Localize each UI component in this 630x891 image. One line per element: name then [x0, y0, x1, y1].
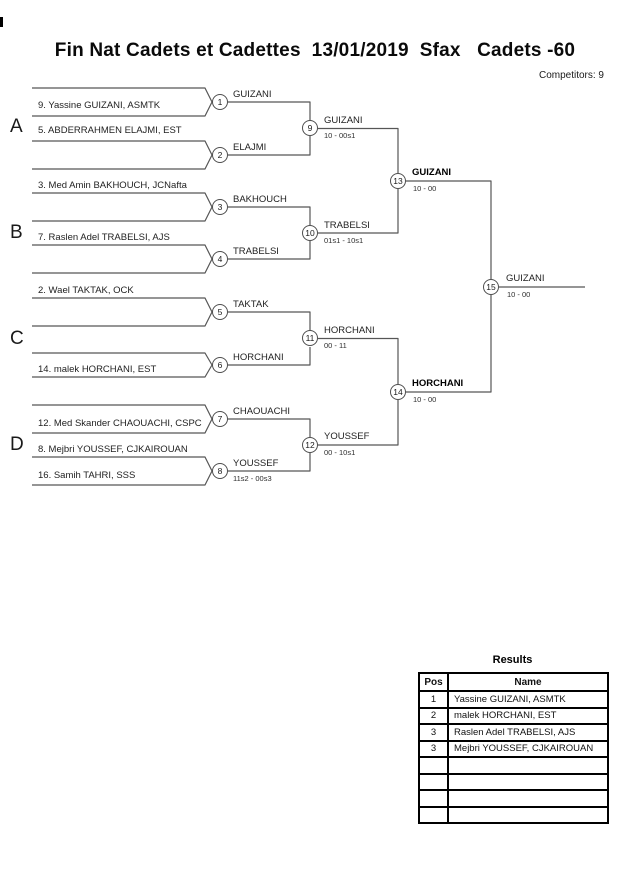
entry-trabelsi: 7. Raslen Adel TRABELSI, AJS	[38, 232, 170, 243]
result-name: Raslen Adel TRABELSI, AJS	[448, 724, 608, 741]
match-3-winner-connector	[228, 207, 310, 225]
final-winner: GUIZANI	[506, 273, 545, 284]
match-2-circle: 2	[212, 147, 228, 163]
match-4-circle: 4	[212, 251, 228, 267]
entry-bakhouch: 3. Med Amin BAKHOUCH, JCNafta	[38, 180, 187, 191]
match-11-winner: HORCHANI	[324, 325, 375, 336]
match-8-winner: YOUSSEF	[233, 458, 279, 469]
match-1-winner: GUIZANI	[233, 89, 272, 100]
results-col-pos: Pos	[419, 673, 448, 691]
result-pos: 3	[419, 741, 448, 758]
entry-taktak: 2. Wael TAKTAK, OCK	[38, 285, 134, 296]
competitors-count: Competitors: 9	[538, 70, 604, 81]
match-10-score: 01s1 - 10s1	[324, 236, 364, 245]
match-1-winner-connector	[228, 102, 310, 121]
match-3-slot-lines	[32, 193, 212, 221]
match-5-winner-connector	[228, 312, 310, 331]
match-14-score: 10 - 00	[413, 395, 437, 404]
match-6-circle: 6	[212, 357, 228, 373]
match-13-winner: GUIZANI	[412, 167, 452, 178]
match-8-score: 11s2 - 00s3	[233, 474, 272, 483]
match-5-slot-lines	[32, 298, 212, 326]
match-9-circle: 9	[302, 120, 318, 136]
result-name: malek HORCHANI, EST	[448, 708, 608, 725]
match-9-winner: GUIZANI	[324, 115, 363, 126]
match-4-slot-lines	[32, 245, 212, 273]
result-name: Mejbri YOUSSEF, CJKAIROUAN	[448, 741, 608, 758]
match-12-circle: 12	[302, 437, 318, 453]
group-label-d: D	[10, 434, 24, 455]
match-7-winner: CHAOUACHI	[233, 406, 291, 417]
match-10-circle: 10	[302, 225, 318, 241]
match-11-circle: 11	[302, 330, 318, 346]
match-11-score: 00 - 11	[324, 341, 347, 350]
match-3-winner: BAKHOUCH	[233, 194, 287, 205]
page-title: Fin Nat Cadets et Cadettes 13/01/2019 Sfax Cadets -60	[54, 40, 576, 61]
entry-elajmi: 5. ABDERRAHMEN ELAJMI, EST	[38, 125, 182, 136]
match-9-score: 10 - 00s1	[324, 131, 356, 140]
entry-guizani: 9. Yassine GUIZANI, ASMTK	[38, 100, 161, 111]
result-name: Yassine GUIZANI, ASMTK	[448, 691, 608, 708]
match-7-circle: 7	[212, 411, 228, 427]
match-8-circle: 8	[212, 463, 228, 479]
match-12-winner: YOUSSEF	[324, 431, 370, 442]
results-col-name: Name	[448, 673, 608, 691]
match-13-score: 10 - 00	[413, 184, 437, 193]
match-14-circle: 14	[390, 384, 406, 400]
match-5-winner: TAKTAK	[233, 299, 269, 310]
result-pos: 1	[419, 691, 448, 708]
match-2-winner: ELAJMI	[233, 142, 267, 153]
match-10-winner: TRABELSI	[324, 220, 370, 231]
results-title: Results	[492, 654, 533, 666]
match-14-winner: HORCHANI	[412, 378, 464, 389]
entry-youssef: 8. Mejbri YOUSSEF, CJKAIROUAN	[38, 444, 188, 455]
match-13-winner-connector	[406, 181, 491, 279]
group-label-a: A	[10, 116, 23, 137]
match-12-score: 00 - 10s1	[324, 448, 356, 457]
match-5-circle: 5	[212, 304, 228, 320]
group-label-b: B	[10, 222, 23, 243]
result-pos: 2	[419, 708, 448, 725]
final-score: 10 - 00	[507, 290, 531, 299]
match-6-winner: HORCHANI	[233, 352, 284, 363]
match-15-circle: 15	[483, 279, 499, 295]
group-label-c: C	[10, 328, 24, 349]
match-4-winner: TRABELSI	[233, 246, 279, 257]
match-7-winner-connector	[228, 419, 310, 437]
entry-chaouachi: 12. Med Skander CHAOUACHI, CSPC	[38, 418, 202, 429]
entry-tahri: 16. Samih TAHRI, SSS	[38, 470, 136, 481]
result-pos: 3	[419, 724, 448, 741]
match-1-circle: 1	[212, 94, 228, 110]
entry-horchani: 14. malek HORCHANI, EST	[38, 364, 157, 375]
match-3-circle: 3	[212, 199, 228, 215]
match-13-circle: 13	[390, 173, 406, 189]
match-2-slot-lines	[32, 141, 212, 169]
